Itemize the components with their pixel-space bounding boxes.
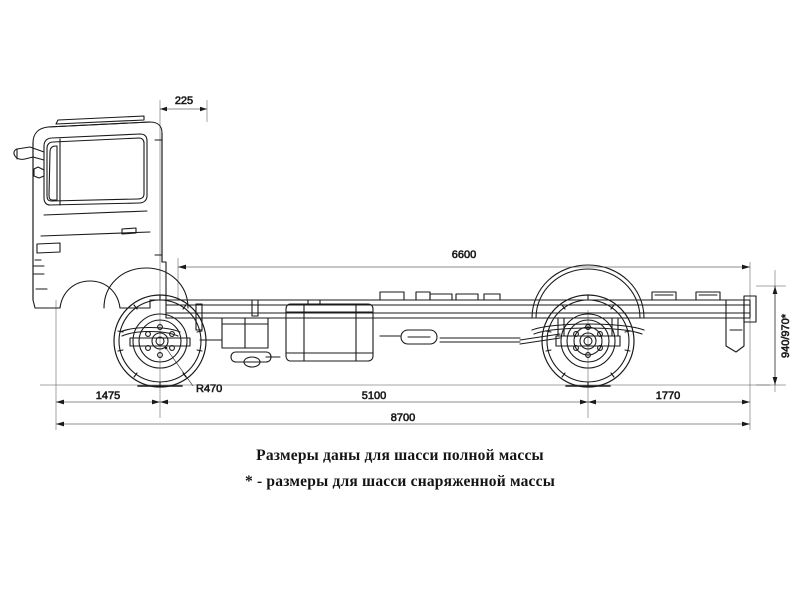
- battery-box: [222, 318, 268, 348]
- dim-6600: [178, 249, 750, 269]
- dim-label-5100: 5100: [361, 390, 387, 402]
- truck-outline-group: [14, 116, 756, 387]
- caption-block: [0, 444, 800, 494]
- dim-5100: [160, 390, 588, 404]
- dim-label-1770: 1770: [655, 390, 681, 402]
- lower-mirror: [34, 167, 44, 178]
- dim-1770: [588, 390, 750, 404]
- dim-label-225: 225: [174, 95, 194, 107]
- caption-line-2: * - размеры для шасси снаряженной массы: [244, 473, 556, 490]
- dim-label-8700: 8700: [390, 412, 416, 424]
- dim-225: [160, 95, 207, 111]
- dim-R470: [165, 347, 223, 395]
- chassis-frame: [166, 292, 756, 352]
- dim-label-R470: R470: [196, 383, 223, 395]
- dim-940-970: [756, 286, 792, 385]
- dimension-lines-group: [40, 95, 792, 430]
- dim-1475: [56, 390, 160, 404]
- fuel-tank: [286, 300, 373, 361]
- dim-label-1475: 1475: [95, 390, 121, 402]
- dim-label-940-970: 940/970*: [780, 313, 792, 359]
- dim-label-6600: 6600: [451, 249, 477, 261]
- side-mirror: [14, 147, 44, 160]
- cab-body: [33, 122, 166, 308]
- caption-line-1: Размеры даны для шасси полной массы: [256, 447, 544, 464]
